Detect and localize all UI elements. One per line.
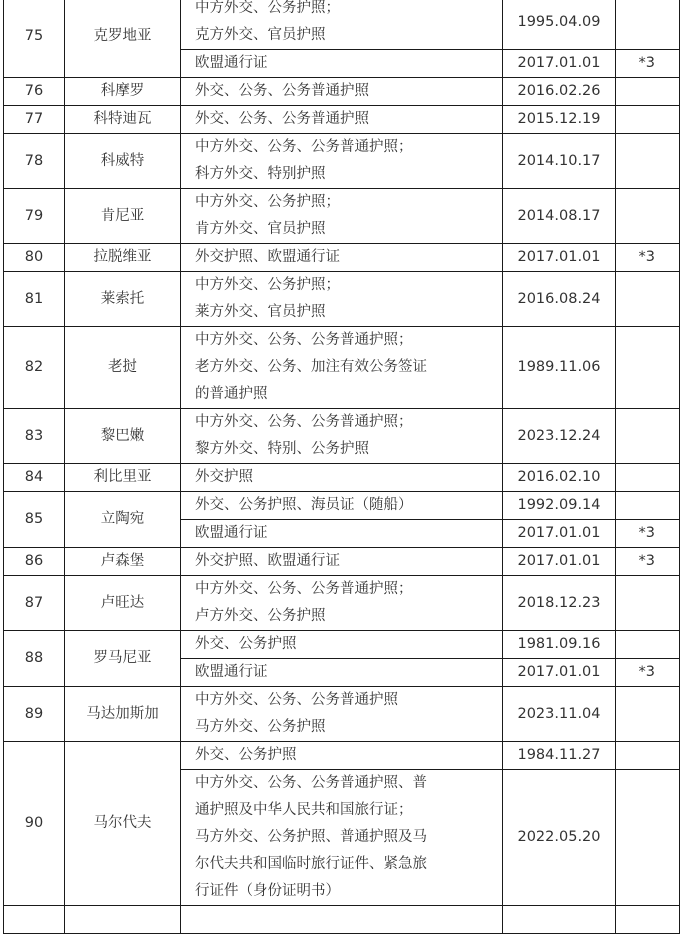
footnote-mark bbox=[616, 492, 680, 520]
passport-type-line: 中方外交、公务、公务普通护照； bbox=[195, 581, 413, 597]
effective-date: 2023.12.24 bbox=[503, 409, 616, 464]
effective-date: 2016.02.26 bbox=[503, 78, 616, 106]
table-body bbox=[4, 0, 680, 934]
empty-cell bbox=[503, 906, 616, 934]
passport-type-line: 外交、公务护照 bbox=[195, 747, 297, 763]
row-number: 77 bbox=[4, 106, 65, 134]
passport-type-line: 欧盟通行证 bbox=[195, 525, 268, 541]
effective-date: 2017.01.01 bbox=[503, 548, 616, 576]
row-number: 80 bbox=[4, 244, 65, 272]
country-name: 老挝 bbox=[65, 327, 181, 409]
passport-type-line: 中方外交、公务、公务普通护照； bbox=[195, 332, 413, 348]
table-row bbox=[4, 631, 680, 659]
table-row bbox=[4, 906, 680, 934]
effective-date: 1992.09.14 bbox=[503, 492, 616, 520]
footnote-mark bbox=[616, 409, 680, 464]
footnote-mark bbox=[616, 464, 680, 492]
table-row bbox=[4, 327, 680, 409]
passport-types bbox=[181, 631, 503, 659]
passport-types bbox=[181, 659, 503, 687]
row-number: 75 bbox=[4, 0, 65, 78]
country-name: 拉脱维亚 bbox=[65, 244, 181, 272]
passport-type-line: 外交、公务护照、海员证（随船） bbox=[195, 497, 413, 513]
effective-date: 2015.12.19 bbox=[503, 106, 616, 134]
effective-date: 2017.01.01 bbox=[503, 50, 616, 78]
table-row bbox=[4, 464, 680, 492]
row-number: 88 bbox=[4, 631, 65, 687]
footnote-mark: *3 bbox=[616, 520, 680, 548]
country-name: 黎巴嫩 bbox=[65, 409, 181, 464]
empty-cell bbox=[616, 906, 680, 934]
passport-type-line: 中方外交、公务护照； bbox=[195, 194, 340, 210]
passport-types bbox=[181, 548, 503, 576]
effective-date: 1995.04.09 bbox=[503, 0, 616, 50]
country-name: 罗马尼亚 bbox=[65, 631, 181, 687]
table-row bbox=[4, 134, 680, 189]
passport-types bbox=[181, 492, 503, 520]
passport-type-line: 外交护照 bbox=[195, 469, 253, 485]
country-name: 科摩罗 bbox=[65, 78, 181, 106]
visa-exemption-table bbox=[3, 0, 680, 934]
passport-type-line: 中方外交、公务、公务普通护照； bbox=[195, 414, 413, 430]
passport-type-line: 外交护照、欧盟通行证 bbox=[195, 249, 340, 265]
effective-date: 1981.09.16 bbox=[503, 631, 616, 659]
effective-date: 2017.01.01 bbox=[503, 659, 616, 687]
footnote-mark: *3 bbox=[616, 50, 680, 78]
row-number: 82 bbox=[4, 327, 65, 409]
footnote-mark: *3 bbox=[616, 659, 680, 687]
passport-types bbox=[181, 409, 503, 464]
effective-date: 2017.01.01 bbox=[503, 244, 616, 272]
table-row bbox=[4, 687, 680, 742]
footnote-mark bbox=[616, 189, 680, 244]
passport-type-line: 欧盟通行证 bbox=[195, 664, 268, 680]
effective-date: 1984.11.27 bbox=[503, 742, 616, 770]
country-name: 卢旺达 bbox=[65, 576, 181, 631]
passport-types bbox=[181, 134, 503, 189]
footnote-mark bbox=[616, 327, 680, 409]
table-row bbox=[4, 492, 680, 520]
passport-types bbox=[181, 0, 503, 50]
passport-type-line: 行证件（身份证明书） bbox=[195, 883, 340, 899]
passport-types bbox=[181, 50, 503, 78]
passport-types bbox=[181, 770, 503, 906]
footnote-mark: *3 bbox=[616, 548, 680, 576]
passport-type-line: 的普通护照 bbox=[195, 386, 268, 402]
country-name: 马尔代夫 bbox=[65, 742, 181, 906]
passport-type-line: 黎方外交、特别、公务护照 bbox=[195, 441, 369, 457]
row-number: 81 bbox=[4, 272, 65, 327]
table-row bbox=[4, 576, 680, 631]
passport-types bbox=[181, 687, 503, 742]
table-row bbox=[4, 272, 680, 327]
footnote-mark bbox=[616, 576, 680, 631]
effective-date: 2014.10.17 bbox=[503, 134, 616, 189]
footnote-mark bbox=[616, 134, 680, 189]
table-row bbox=[4, 106, 680, 134]
row-number: 86 bbox=[4, 548, 65, 576]
footnote-mark: *3 bbox=[616, 244, 680, 272]
passport-type-line: 科方外交、特别护照 bbox=[195, 166, 326, 182]
table-row bbox=[4, 78, 680, 106]
empty-cell bbox=[181, 906, 503, 934]
table-row bbox=[4, 189, 680, 244]
passport-types bbox=[181, 189, 503, 244]
effective-date: 2023.11.04 bbox=[503, 687, 616, 742]
row-number: 83 bbox=[4, 409, 65, 464]
table-row bbox=[4, 244, 680, 272]
passport-type-line: 尔代夫共和国临时旅行证件、紧急旅 bbox=[195, 856, 427, 872]
effective-date: 1989.11.06 bbox=[503, 327, 616, 409]
passport-type-line: 外交、公务护照 bbox=[195, 636, 297, 652]
row-number: 76 bbox=[4, 78, 65, 106]
passport-types bbox=[181, 576, 503, 631]
footnote-mark bbox=[616, 272, 680, 327]
table-row bbox=[4, 548, 680, 576]
passport-type-line: 卢方外交、公务护照 bbox=[195, 608, 326, 624]
row-number: 87 bbox=[4, 576, 65, 631]
passport-type-line: 马方外交、公务护照、普通护照及马 bbox=[195, 829, 427, 845]
footnote-mark bbox=[616, 106, 680, 134]
table-row bbox=[4, 742, 680, 770]
row-number: 78 bbox=[4, 134, 65, 189]
passport-type-line: 中方外交、公务、公务普通护照 bbox=[195, 692, 398, 708]
country-name: 马达加斯加 bbox=[65, 687, 181, 742]
passport-type-line: 肯方外交、官员护照 bbox=[195, 221, 326, 237]
footnote-mark bbox=[616, 78, 680, 106]
country-name: 科特迪瓦 bbox=[65, 106, 181, 134]
passport-type-line: 中方外交、公务、公务普通护照； bbox=[195, 139, 413, 155]
country-name: 卢森堡 bbox=[65, 548, 181, 576]
passport-type-line: 通护照及中华人民共和国旅行证； bbox=[195, 802, 413, 818]
passport-types bbox=[181, 520, 503, 548]
passport-types bbox=[181, 327, 503, 409]
footnote-mark bbox=[616, 687, 680, 742]
empty-cell bbox=[4, 906, 65, 934]
country-name: 立陶宛 bbox=[65, 492, 181, 548]
empty-cell bbox=[65, 906, 181, 934]
passport-types bbox=[181, 106, 503, 134]
passport-types bbox=[181, 78, 503, 106]
table-row bbox=[4, 0, 680, 50]
footnote-mark bbox=[616, 0, 680, 50]
passport-types bbox=[181, 244, 503, 272]
country-name: 莱索托 bbox=[65, 272, 181, 327]
row-number: 79 bbox=[4, 189, 65, 244]
row-number: 89 bbox=[4, 687, 65, 742]
country-name: 克罗地亚 bbox=[65, 0, 181, 78]
effective-date: 2022.05.20 bbox=[503, 770, 616, 906]
passport-types bbox=[181, 272, 503, 327]
footnote-mark bbox=[616, 742, 680, 770]
passport-type-line: 莱方外交、官员护照 bbox=[195, 304, 326, 320]
passport-type-line: 欧盟通行证 bbox=[195, 55, 268, 71]
passport-type-line: 马方外交、公务护照 bbox=[195, 719, 326, 735]
effective-date: 2017.01.01 bbox=[503, 520, 616, 548]
passport-type-line: 外交护照、欧盟通行证 bbox=[195, 553, 340, 569]
table-row bbox=[4, 409, 680, 464]
row-number: 84 bbox=[4, 464, 65, 492]
passport-types bbox=[181, 464, 503, 492]
passport-type-line: 中方外交、公务、公务普通护照、普 bbox=[195, 775, 427, 791]
effective-date: 2016.02.10 bbox=[503, 464, 616, 492]
passport-type-line: 外交、公务、公务普通护照 bbox=[195, 111, 369, 127]
passport-type-line: 老方外交、公务、加注有效公务签证 bbox=[195, 359, 427, 375]
country-name: 肯尼亚 bbox=[65, 189, 181, 244]
footnote-mark bbox=[616, 631, 680, 659]
effective-date: 2018.12.23 bbox=[503, 576, 616, 631]
footnote-mark bbox=[616, 770, 680, 906]
passport-types bbox=[181, 742, 503, 770]
passport-type-line: 克方外交、官员护照 bbox=[195, 27, 326, 43]
row-number: 85 bbox=[4, 492, 65, 548]
row-number: 90 bbox=[4, 742, 65, 906]
effective-date: 2014.08.17 bbox=[503, 189, 616, 244]
passport-type-line: 中方外交、公务护照； bbox=[195, 0, 340, 16]
country-name: 利比里亚 bbox=[65, 464, 181, 492]
country-name: 科威特 bbox=[65, 134, 181, 189]
passport-type-line: 外交、公务、公务普通护照 bbox=[195, 83, 369, 99]
effective-date: 2016.08.24 bbox=[503, 272, 616, 327]
passport-type-line: 中方外交、公务护照； bbox=[195, 277, 340, 293]
